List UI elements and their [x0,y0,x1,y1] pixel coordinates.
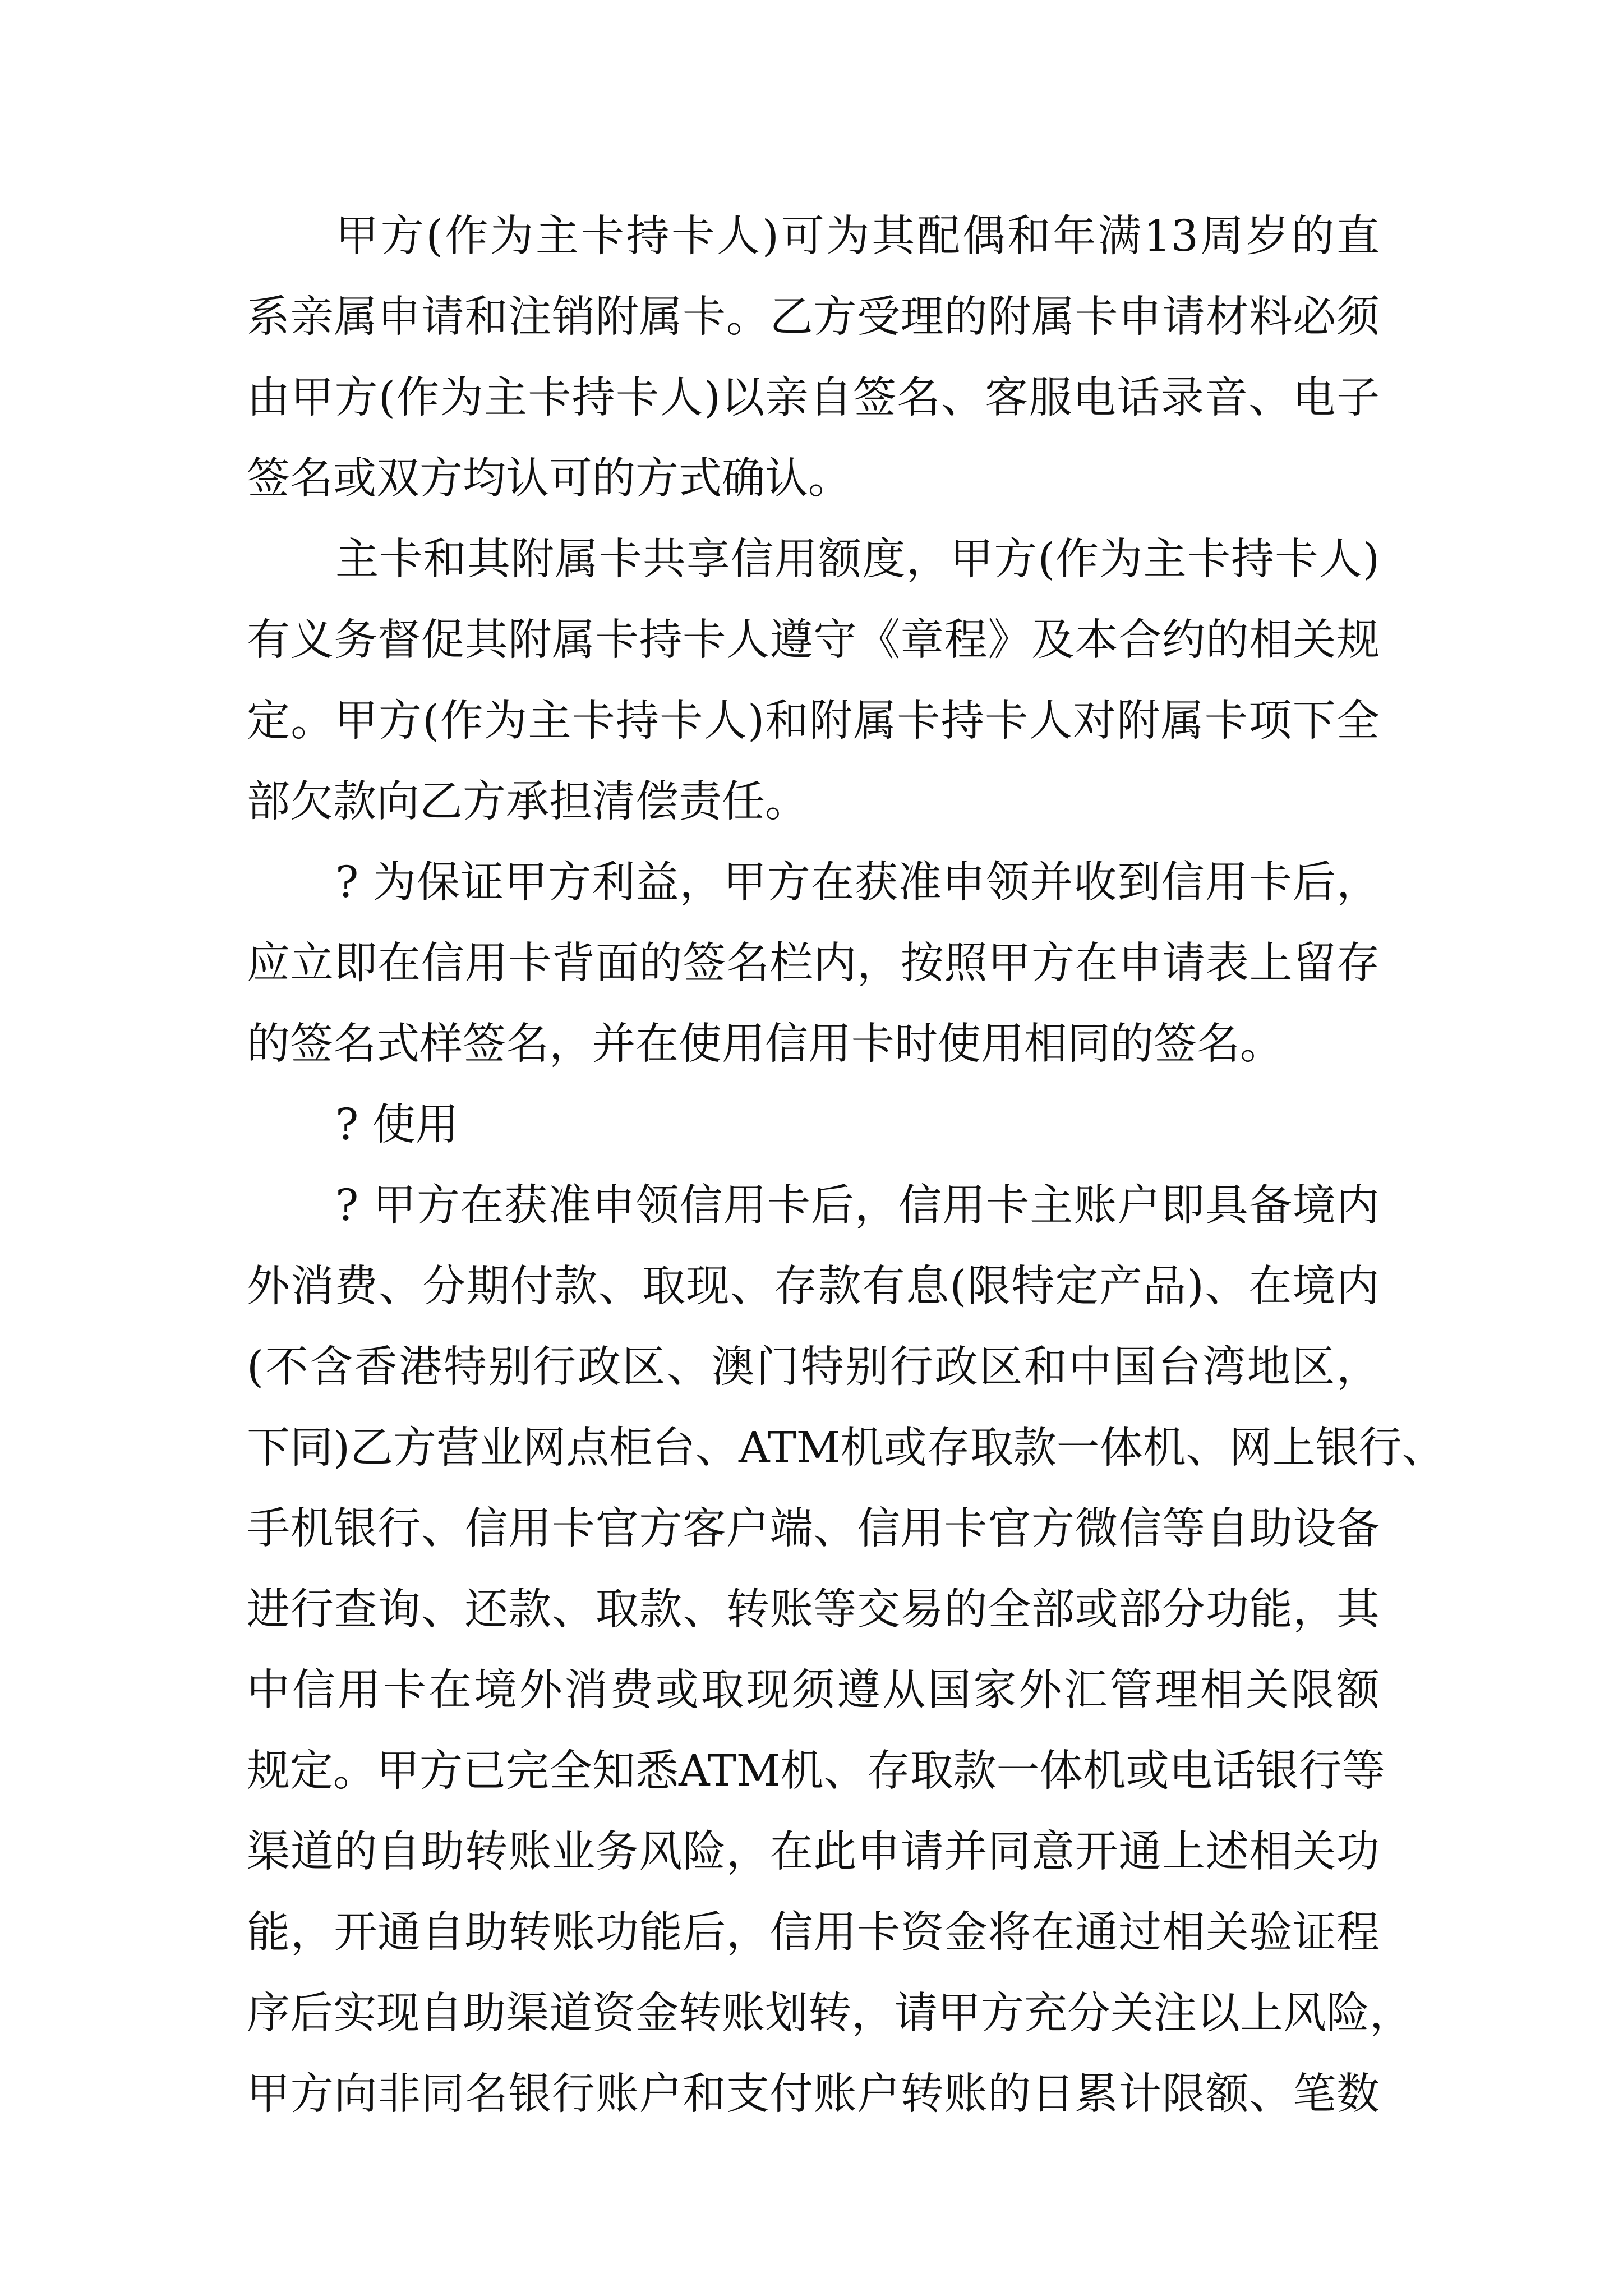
text-line: 主卡和其附属卡共享信用额度，甲方(作为主卡持卡人) [335,535,1380,585]
text-line: 进行查询、还款、取款、转账等交易的全部或部分功能，其 [247,1585,1380,1635]
text-line: ? 为保证甲方利益，甲方在获准申领并收到信用卡后， [335,858,1380,908]
text-line: 部欠款向乙方承担清偿责任。 [247,777,808,827]
text-line: 渠道的自助转账业务风险，在此申请并同意开通上述相关功 [247,1827,1380,1877]
text-line: (不含香港特别行政区、澳门特别行政区和中国台湾地区， [247,1342,1380,1392]
section-heading: ? 使用 [335,1100,459,1150]
text-line: 应立即在信用卡背面的签名栏内，按照甲方在申请表上留存 [247,938,1380,988]
text-line: 中信用卡在境外消费或取现须遵从国家外汇管理相关限额 [247,1665,1380,1715]
text-line: 有义务督促其附属卡持卡人遵守《章程》及本合约的相关规 [247,615,1380,665]
text-line: 甲方向非同名银行账户和支付账户转账的日累计限额、笔数 [247,2069,1380,2119]
text-line: 规定。甲方已完全知悉ATM机、存取款一体机或电话银行等 [247,1746,1385,1796]
text-line: 手机银行、信用卡官方客户端、信用卡官方微信等自助设备 [247,1504,1380,1554]
text-line: 外消费、分期付款、取现、存款有息(限特定产品)、在境内 [247,1262,1380,1312]
text-line: 下同)乙方营业网点柜台、ATM机或存取款一体机、网上银行、 [247,1423,1445,1473]
text-line: 序后实现自助渠道资金转账划转，请甲方充分关注以上风险， [247,1989,1413,2039]
text-line: 系亲属申请和注销附属卡。乙方受理的附属卡申请材料必须 [247,292,1380,342]
text-line: 签名或双方均认可的方式确认。 [247,454,851,504]
text-line: 的签名式样签名，并在使用信用卡时使用相同的签名。 [247,1019,1283,1069]
text-line: ? 甲方在获准申领信用卡后，信用卡主账户即具备境内 [335,1181,1380,1231]
text-line: 能，开通自助转账功能后，信用卡资金将在通过相关验证程 [247,1908,1380,1958]
text-line: 甲方(作为主卡持卡人)可为其配偶和年满13周岁的直 [335,211,1380,261]
text-line: 定。甲方(作为主卡持卡人)和附属卡持卡人对附属卡项下全 [247,696,1380,746]
text-line: 由甲方(作为主卡持卡人)以亲自签名、客服电话录音、电子 [247,373,1380,423]
